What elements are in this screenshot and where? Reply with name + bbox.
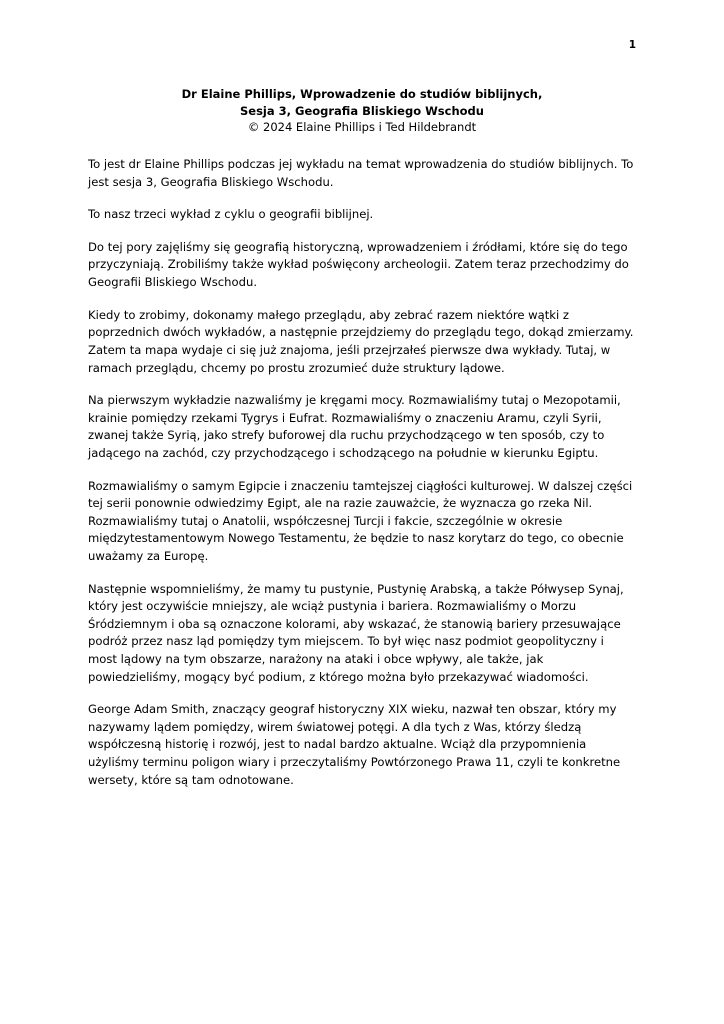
page-number: 1 — [628, 39, 636, 51]
title-line-2: Sesja 3, Geografia Bliskiego Wschodu — [240, 103, 484, 118]
paragraph: Na pierwszym wykładzie nazwaliśmy je kręgami mocy. Rozmawialiśmy tutaj o Mezopotamii, krainie pomiędzy rzekami Tygrys i Eufrat. Rozmawialiśmy o znaczeniu Aramu, czyli Syrii, zwanej także Syrią, jako strefy buforowej dla ruchu przychodzącego w ten sposób, czy to jadącego na zachód, czy przychodzącego i schodzącego na południe w kierunku Egiptu. — [88, 393, 621, 460]
paragraph: Kiedy to zrobimy, dokonamy małego przeglądu, aby zebrać razem niektóre wątki z poprzednich dwóch wykładów, a następnie przejdziemy do przeglądu tego, dokąd zmierzamy. Zatem ta mapa wydaje ci się już znajoma, jeśli przejrzałeś pierwsze dwa wykłady. Tutaj, w ramach przeglądu, chcemy po prostu zrozumieć duże struktury lądowe. — [88, 307, 634, 375]
paragraph: George Adam Smith, znaczący geograf historyczny XIX wieku, nazwał ten obszar, który my nazywamy lądem pomiędzy, wirem światowej potęgi. A dla tych z Was, którzy śledzą współczesną historię i rozwój, jest to nadal bardzo aktualne. Wciąż dla przypomnienia użyliśmy terminu poligon wiary i przeczytaliśmy Powtórzonego Prawa 11, czyli te konkretne wersety, które są tam odnotowane. — [88, 702, 621, 787]
paragraph: Do tej pory zajęliśmy się geografią historyczną, wprowadzeniem i źródłami, które się do tego przyczyniają. Zrobiliśmy także wykład poświęcony archeologii. Zatem teraz przechodzimy do Geografii Bliskiego Wschodu. — [88, 239, 629, 290]
paragraph: To jest dr Elaine Phillips podczas jej wykładu na temat wprowadzenia do studiów biblijnych. To jest sesja 3, Geografia Bliskiego Wschodu. — [88, 157, 634, 189]
document-body — [88, 156, 636, 789]
paragraph: Rozmawialiśmy o samym Egipcie i znaczeniu tamtejszej ciągłości kulturowej. W dalszej części tej serii ponownie odwiedzimy Egipt, ale na razie zauważcie, że wyznacza go rzeka Nil. Rozmawialiśmy tutaj o Anatolii, współczesnej Turcji i fakcie, szczególnie w okresie międzytestamentowym Nowego Testamentu, że będzie to nasz korytarz do tego, co obecnie uważamy za Europę. — [88, 478, 633, 563]
copyright-line: © 2024 Elaine Phillips i Ted Hildebrandt — [247, 120, 477, 135]
title-line-1: Dr Elaine Phillips, Wprowadzenie do studiów biblijnych, — [181, 87, 543, 101]
document-title-block — [88, 86, 636, 136]
paragraph: To nasz trzeci wykład z cyklu o geografii biblijnej. — [88, 207, 374, 222]
paragraph: Następnie wspomnieliśmy, że mamy tu pustynie, Pustynię Arabską, a także Półwysep Synaj, który jest oczywiście mniejszy, ale wciąż pustynia i bariera. Rozmawialiśmy o Morzu Śródziemnym i oba są oznaczone kolorami, aby wskazać, że stanowią bariery przesuwające podróż przez nasz ląd pomiędzy tym miejscem. To był więc nasz podmiot geopolityczny i most lądowy na tym obszarze, narażony na ataki i obce wpływy, ale także, jak powiedzieliśmy, mogący być podium, z którego można było przekazywać wiadomości. — [88, 581, 624, 684]
document-content — [88, 86, 636, 789]
